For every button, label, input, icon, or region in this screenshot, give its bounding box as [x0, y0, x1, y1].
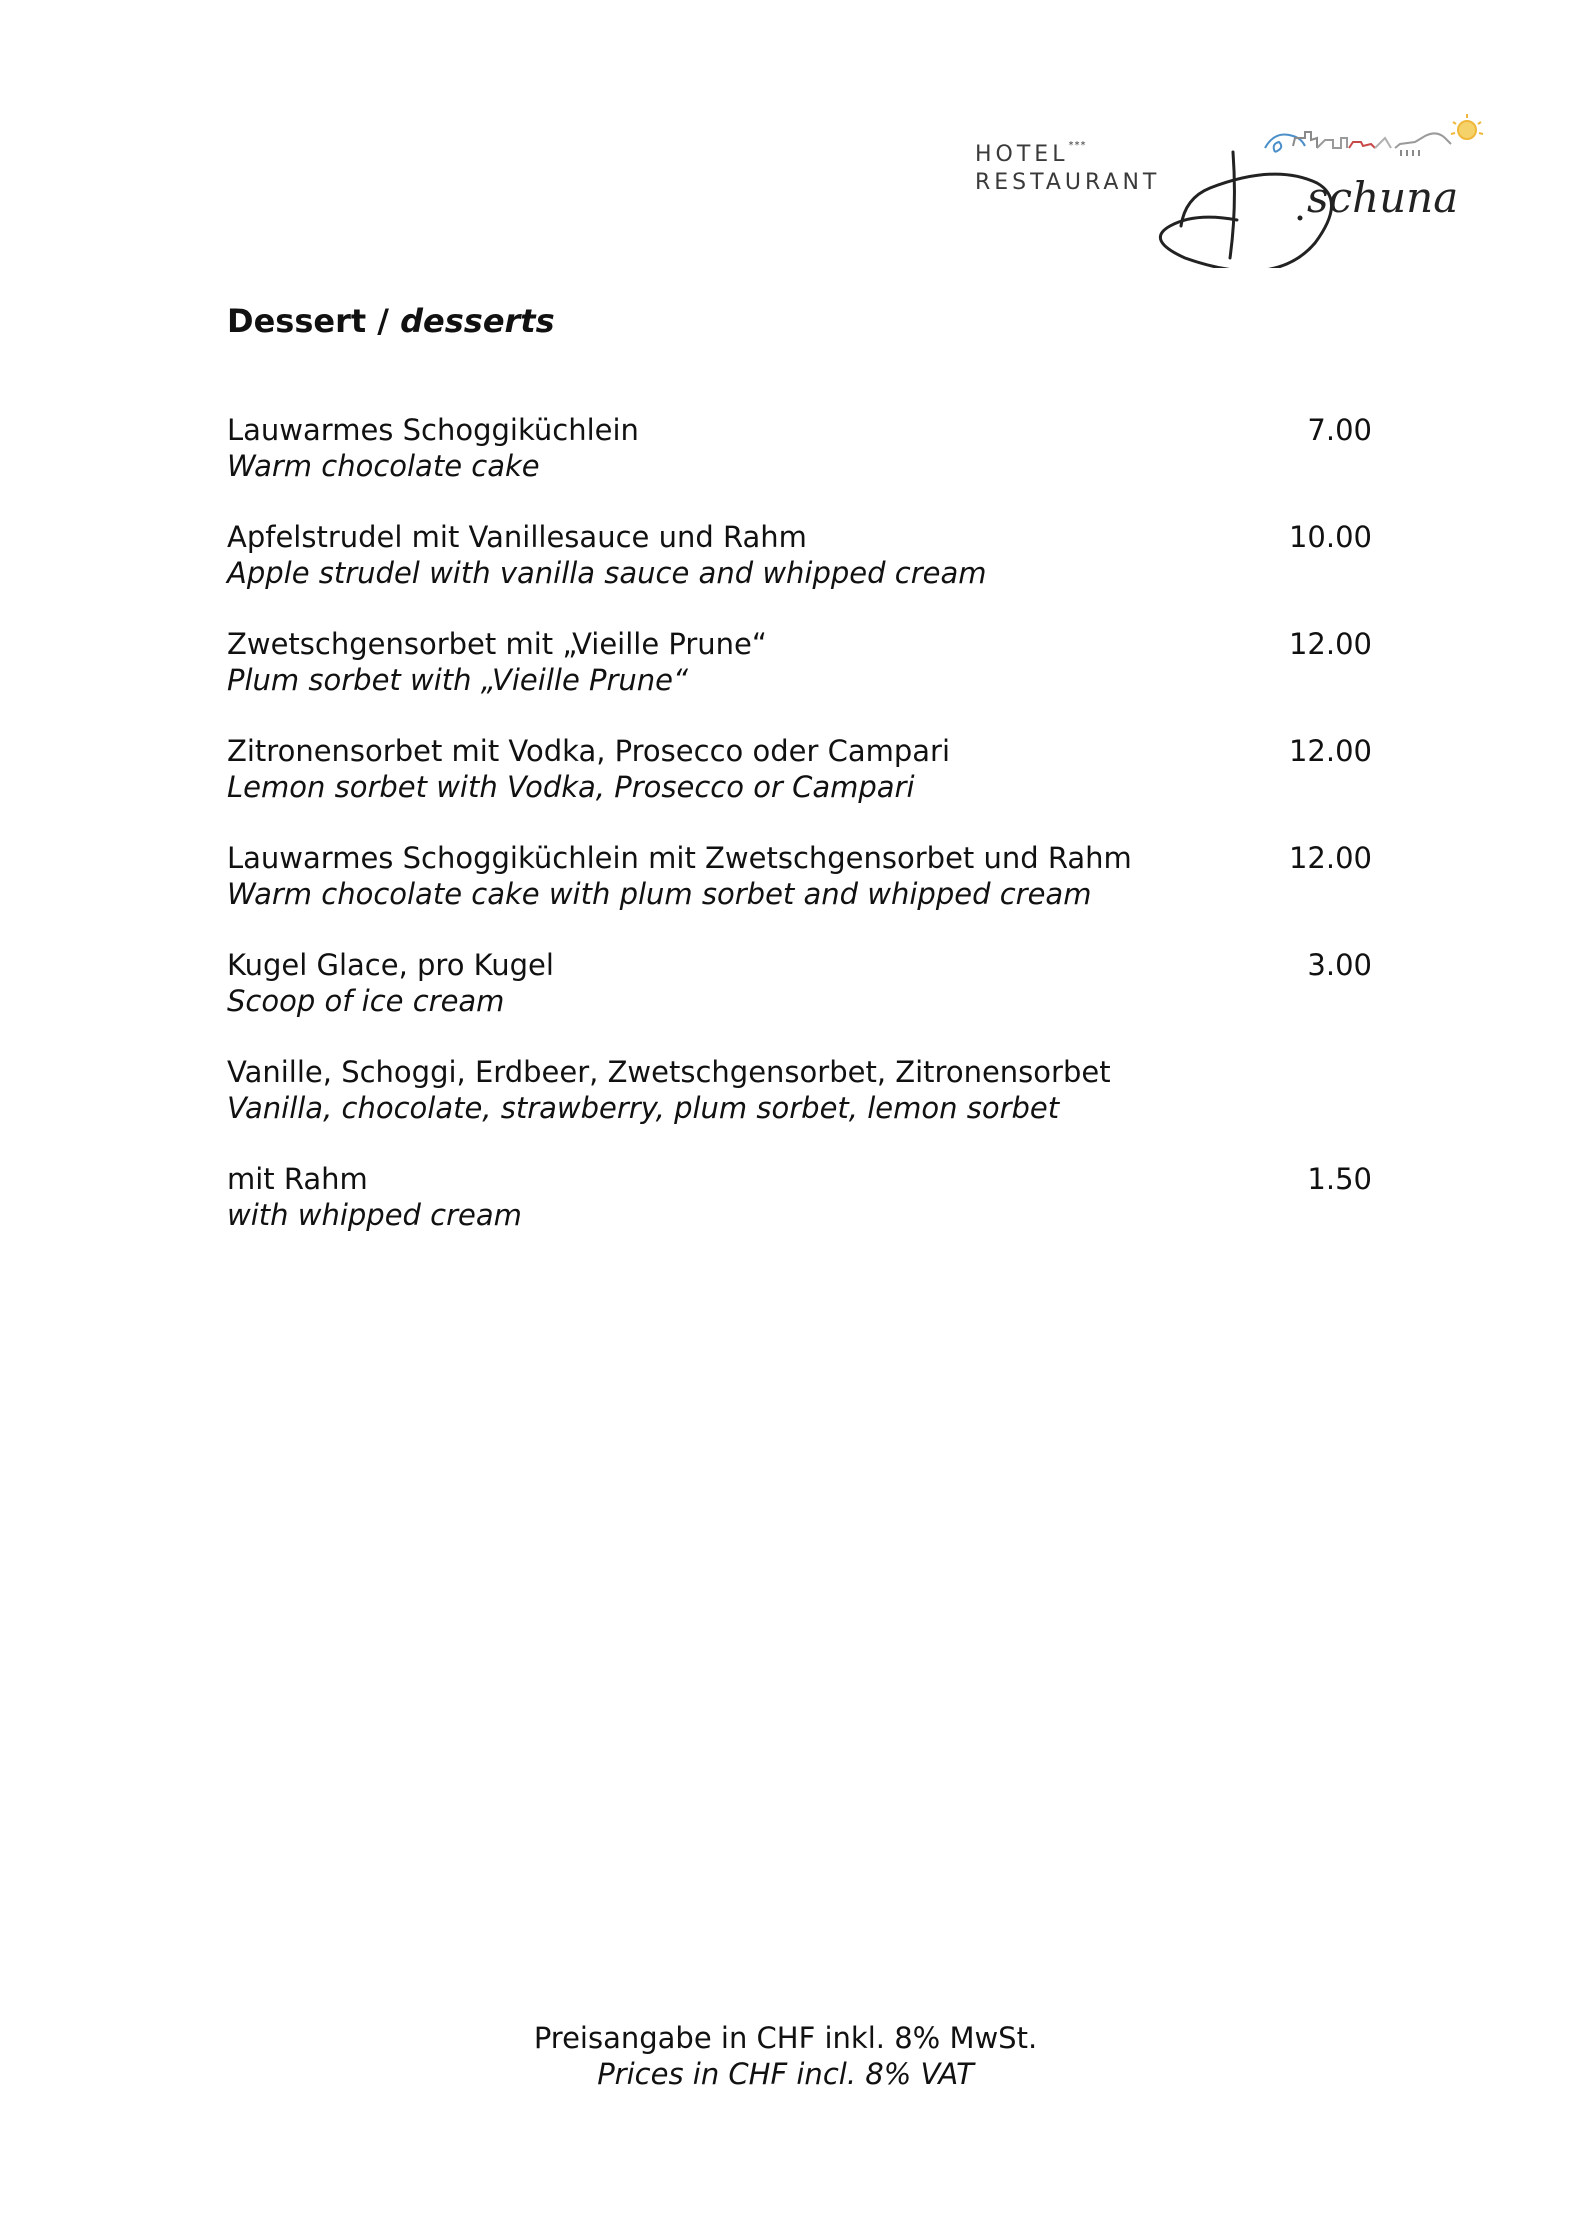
logo-hotel-text: HOTEL***	[975, 140, 1087, 167]
price-note-en: Prices in CHF incl. 8% VAT	[597, 2057, 974, 2091]
price-note	[0, 2020, 1571, 2092]
price-note-de: Preisangabe in CHF inkl. 8% MwSt.	[533, 2021, 1038, 2055]
menu-item	[227, 412, 1372, 483]
menu-item-price: 1.50	[1307, 1162, 1372, 1196]
menu-item-name-de: Zitronensorbet mit Vodka, Prosecco oder Campari	[227, 734, 951, 768]
logo-stars: ***	[1068, 140, 1087, 151]
menu-item	[227, 1161, 1372, 1232]
menu-item	[227, 947, 1372, 1018]
menu-item-name-en: Warm chocolate cake with plum sorbet and whipped cream	[227, 877, 1092, 911]
menu-item-name-de: Kugel Glace, pro Kugel	[227, 948, 554, 982]
menu-item	[227, 733, 1372, 804]
menu-item-price: 12.00	[1288, 841, 1372, 875]
hotel-logo	[975, 108, 1515, 268]
menu-item-price: 12.00	[1288, 627, 1372, 661]
menu-item	[227, 840, 1372, 911]
menu-item-name-en: Plum sorbet with „Vieille Prune“	[227, 663, 689, 697]
page-title	[227, 302, 555, 340]
page-title-en: desserts	[400, 302, 555, 340]
menu-item-name-en: Lemon sorbet with Vodka, Prosecco or Campari	[227, 770, 915, 804]
logo-restaurant-text: RESTAURANT	[975, 170, 1161, 195]
menu-item-flavors	[227, 1054, 1372, 1125]
menu-item-name-en: Apple strudel with vanilla sauce and whipped cream	[227, 556, 987, 590]
menu-item-name-de: Lauwarmes Schoggiküchlein	[227, 413, 639, 447]
menu-item-name-en: with whipped cream	[227, 1198, 522, 1232]
menu-item-price: 3.00	[1307, 948, 1372, 982]
menu-item-name-en: Warm chocolate cake	[227, 449, 540, 483]
menu-item-name-de: Vanille, Schoggi, Erdbeer, Zwetschgensorbet, Zitronensorbet	[227, 1055, 1111, 1089]
menu-item-name-de: Lauwarmes Schoggiküchlein mit Zwetschgensorbet und Rahm	[227, 841, 1132, 875]
page-title-de: Dessert /	[227, 302, 389, 340]
menu-item	[227, 519, 1372, 590]
menu-item	[227, 626, 1372, 697]
dessert-menu-list	[227, 412, 1372, 1268]
menu-item-price: 10.00	[1288, 520, 1372, 554]
menu-item-name-en: Vanilla, chocolate, strawberry, plum sorbet, lemon sorbet	[227, 1091, 1060, 1125]
menu-item-price: 12.00	[1288, 734, 1372, 768]
menu-item-name-en: Scoop of ice cream	[227, 984, 505, 1018]
menu-item-name-de: mit Rahm	[227, 1162, 368, 1196]
menu-item-name-de: Zwetschgensorbet mit „Vieille Prune“	[227, 627, 767, 661]
menu-item-name-de: Apfelstrudel mit Vanillesauce und Rahm	[227, 520, 807, 554]
menu-item-price: 7.00	[1307, 413, 1372, 447]
logo-script-text: schuna	[1307, 173, 1459, 222]
